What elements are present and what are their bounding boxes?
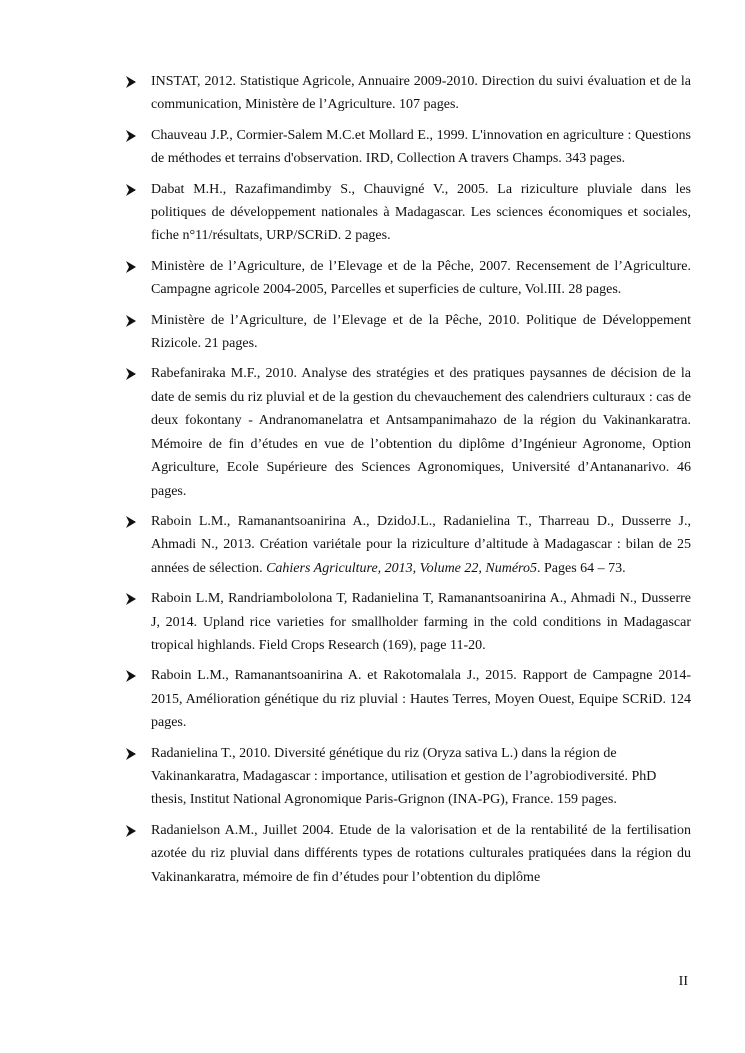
reference-text: Ministère de l’Agriculture, de l’Elevage et de la Pêche, 2010. Politique de Développement Rizicole. 21 pages. [151,312,691,352]
reference-text-main: Raboin L.M., Ramanantsoanirina A., DzidoJ.L., Radanielina T., Tharreau D., Dusserre J., Ahmadi N., 2013. Création variétale pour la riziculture d’altitude à Madagascar : bilan de 25 années de sélection. [151,513,691,576]
reference-text: Radanielina T., 2010. Diversité génétique du riz (Oryza sativa L.) dans la région de Vakinankaratra, Madagascar : importance, utilisation et gestion de l’agrobiodiversité. PhD thesis, Institut National Agronomique Paris-Grignon (INA-PG), France. 159 pages. [151,745,657,808]
page-number: II [678,974,688,989]
reference-item [124,178,691,248]
reference-item [124,510,691,580]
journal-title: Cahiers Agriculture, 2013, Volume 22, Numéro5 [266,560,537,576]
reference-item [124,742,691,812]
reference-text: Raboin L.M, Randriambololona T, Radanielina T, Ramanantsoanirina A., Ahmadi N., Dusserre J, 2014. Upland rice varieties for smallholder farming in the cold conditions in Madagascar tropical highlands. Field Crops Research (169), page 11-20. [151,591,691,653]
reference-item [124,70,691,117]
reference-text: INSTAT, 2012. Statistique Agricole, Annuaire 2009-2010. Direction du suivi évaluation et de la communication, Ministère de l’Agriculture. 107 pages. [151,74,691,113]
reference-item [124,124,691,171]
reference-text: Dabat M.H., Razafimandimby S., Chauvigné V., 2005. La riziculture pluviale dans les politiques de développement nationales à Madagascar. Les sciences économiques et sociales, fiche n°11/résultats, URP/SCRiD. 2 pages. [151,181,691,244]
arrowhead-bullet-icon [124,510,138,533]
reference-item [124,819,691,889]
arrowhead-bullet-icon [124,70,138,93]
reference-item [124,309,691,356]
reference-text: Chauveau J.P., Cormier-Salem M.C.et Mollard E., 1999. L'innovation en agriculture : Questions de méthodes et terrains d'observation. IRD, Collection A travers Champs. 343 pages. [151,127,691,167]
arrowhead-bullet-icon [124,664,138,687]
reference-text: Ministère de l’Agriculture, de l’Elevage et de la Pêche, 2007. Recensement de l’Agriculture. Campagne agricole 2004-2005, Parcelles et superficies de culture, Vol.III. 28 pages. [151,258,691,298]
reference-item [124,664,691,734]
arrowhead-bullet-icon [124,362,138,385]
arrowhead-bullet-icon [124,309,138,332]
arrowhead-bullet-icon [124,255,138,278]
reference-text-pages: . Pages 64 – 73. [536,560,626,576]
reference-item [124,587,691,657]
reference-list [124,70,691,896]
reference-text: Raboin L.M., Ramanantsoanirina A. et Rakotomalala J., 2015. Rapport de Campagne 2014-2015, Amélioration génétique du riz pluvial : Hautes Terres, Moyen Ouest, Equipe SCRiD. 124 pages. [151,668,691,731]
arrowhead-bullet-icon [124,819,138,842]
reference-text: Radanielson A.M., Juillet 2004. Etude de la valorisation et de la rentabilité de la fertilisation azotée du riz pluvial dans différents types de rotations culturales pratiquées dans la région du Vakinankaratra, mémoire de fin d’études pour l’obtention du diplôme [151,822,691,885]
arrowhead-bullet-icon [124,124,138,147]
arrowhead-bullet-icon [124,587,138,610]
reference-item [124,362,691,502]
reference-text: Rabefaniraka M.F., 2010. Analyse des stratégies et des pratiques paysannes de décision de la date de semis du riz pluvial et de la gestion du chevauchement des calendriers culturaux : cas de deux fokontany - Andranomanelatra et Antsampanimahazo de la région du Vakinankaratra. Mémoire de fin d’études en vue de l’obtention du diplôme d’Ingénieur Agronome, Option Agriculture, Ecole Supérieure des Sciences Agronomiques, Université d’Antananarivo. 46 pages. [151,366,691,499]
reference-item [124,255,691,302]
arrowhead-bullet-icon [124,178,138,201]
reference-text [151,514,691,576]
arrowhead-bullet-icon [124,742,138,765]
